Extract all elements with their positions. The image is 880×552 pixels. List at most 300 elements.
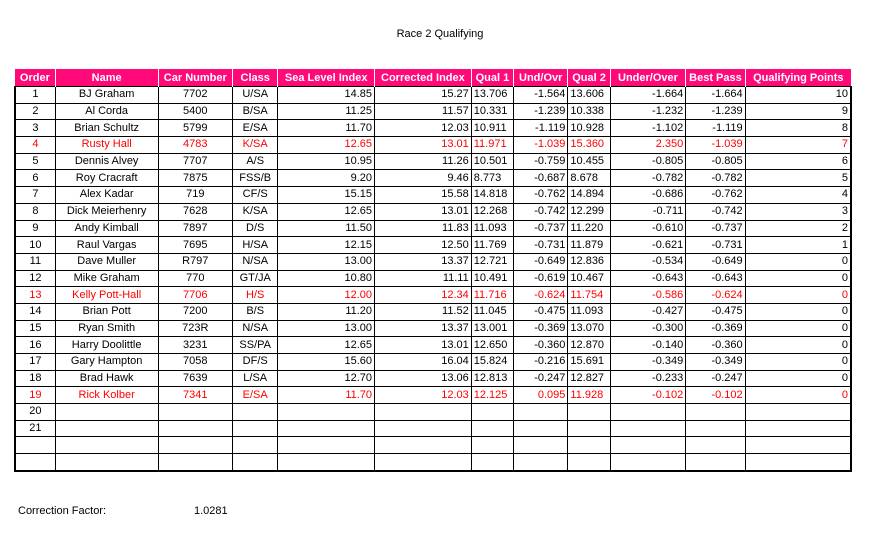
cell-car-number: 7341	[158, 387, 233, 404]
cell-name: Mike Graham	[55, 270, 158, 287]
cell-qual-1: 14.818	[471, 187, 513, 204]
cell-name: Harry Doolittle	[55, 337, 158, 354]
cell-under-over: -0.686	[610, 187, 686, 204]
cell-class: K/SA	[233, 203, 278, 220]
cell-under-over: -0.586	[610, 287, 686, 304]
cell-class: A/S	[233, 153, 278, 170]
cell-corrected-index: 13.01	[375, 203, 472, 220]
cell-class: SS/PA	[233, 337, 278, 354]
cell-name: Alex Kadar	[55, 187, 158, 204]
cell-name: BJ Graham	[55, 87, 158, 104]
cell-under-over	[610, 404, 686, 421]
cell-name: Rusty Hall	[55, 137, 158, 154]
cell-corrected-index: 13.37	[375, 320, 472, 337]
table-row	[15, 454, 851, 471]
table-row	[15, 270, 851, 287]
cell-under-over: -0.782	[610, 170, 686, 187]
cell-corrected-index: 11.11	[375, 270, 472, 287]
cell-order: 16	[15, 337, 55, 354]
cell-und-ovr	[514, 404, 568, 421]
cell-qualifying-points: 0	[745, 354, 851, 371]
table-row	[15, 370, 851, 387]
table-row	[15, 120, 851, 137]
cell-und-ovr: -1.119	[514, 120, 568, 137]
cell-qual-2: 15.360	[568, 137, 610, 154]
cell-qual-1: 13.001	[471, 320, 513, 337]
cell-best-pass: -0.624	[686, 287, 745, 304]
cell-best-pass: -0.360	[686, 337, 745, 354]
header-sea-level-index: Sea Level Index	[278, 69, 375, 87]
cell-qual-2: 12.870	[568, 337, 610, 354]
cell-qual-2: 10.455	[568, 153, 610, 170]
table-row	[15, 320, 851, 337]
table-row	[15, 103, 851, 120]
cell-class	[233, 404, 278, 421]
cell-car-number: 7702	[158, 87, 233, 104]
table-row	[15, 404, 851, 421]
cell-under-over: -0.300	[610, 320, 686, 337]
cell-order: 8	[15, 203, 55, 220]
cell-qualifying-points: 0	[745, 370, 851, 387]
cell-best-pass: -0.349	[686, 354, 745, 371]
cell-sea-level-index	[278, 437, 375, 454]
cell-qualifying-points: 9	[745, 103, 851, 120]
cell-order: 6	[15, 170, 55, 187]
cell-under-over: -0.711	[610, 203, 686, 220]
cell-class: U/SA	[233, 87, 278, 104]
cell-class: E/SA	[233, 120, 278, 137]
cell-order	[15, 454, 55, 471]
cell-corrected-index: 11.83	[375, 220, 472, 237]
header-class: Class	[233, 69, 278, 87]
cell-corrected-index	[375, 454, 472, 471]
cell-qual-1	[471, 420, 513, 437]
cell-car-number: 723R	[158, 320, 233, 337]
cell-qual-2: 11.928	[568, 387, 610, 404]
cell-under-over	[610, 437, 686, 454]
cell-name: Al Corda	[55, 103, 158, 120]
cell-qualifying-points: 0	[745, 387, 851, 404]
cell-qual-1: 12.125	[471, 387, 513, 404]
cell-qual-2	[568, 404, 610, 421]
cell-qualifying-points	[745, 404, 851, 421]
cell-und-ovr: -0.649	[514, 253, 568, 270]
cell-qual-2	[568, 454, 610, 471]
cell-qualifying-points: 10	[745, 87, 851, 104]
cell-car-number: 4783	[158, 137, 233, 154]
cell-best-pass: -0.643	[686, 270, 745, 287]
cell-qual-2	[568, 437, 610, 454]
cell-und-ovr: -0.687	[514, 170, 568, 187]
cell-qualifying-points: 6	[745, 153, 851, 170]
cell-und-ovr	[514, 420, 568, 437]
cell-class: GT/JA	[233, 270, 278, 287]
cell-qual-2: 13.070	[568, 320, 610, 337]
cell-order: 4	[15, 137, 55, 154]
cell-qual-2: 12.299	[568, 203, 610, 220]
header-car-number: Car Number	[158, 69, 233, 87]
cell-best-pass: -0.731	[686, 237, 745, 254]
table-body	[15, 87, 851, 471]
cell-class: N/SA	[233, 320, 278, 337]
cell-qual-2: 11.879	[568, 237, 610, 254]
cell-order: 1	[15, 87, 55, 104]
cell-und-ovr: -0.216	[514, 354, 568, 371]
cell-order: 14	[15, 303, 55, 320]
cell-corrected-index: 11.52	[375, 303, 472, 320]
cell-best-pass	[686, 437, 745, 454]
cell-car-number: R797	[158, 253, 233, 270]
cell-car-number	[158, 454, 233, 471]
cell-sea-level-index: 13.00	[278, 320, 375, 337]
cell-best-pass: -1.039	[686, 137, 745, 154]
table-row	[15, 287, 851, 304]
table-row	[15, 437, 851, 454]
cell-qual-1: 10.501	[471, 153, 513, 170]
cell-order: 21	[15, 420, 55, 437]
cell-car-number: 7058	[158, 354, 233, 371]
table-row	[15, 387, 851, 404]
cell-qualifying-points: 3	[745, 203, 851, 220]
cell-qualifying-points: 5	[745, 170, 851, 187]
cell-under-over	[610, 454, 686, 471]
cell-qual-1	[471, 437, 513, 454]
cell-corrected-index: 13.37	[375, 253, 472, 270]
cell-under-over: -0.102	[610, 387, 686, 404]
cell-qual-2: 10.928	[568, 120, 610, 137]
cell-under-over: -0.805	[610, 153, 686, 170]
table-row	[15, 203, 851, 220]
cell-und-ovr	[514, 454, 568, 471]
header-row	[15, 69, 851, 87]
cell-order: 20	[15, 404, 55, 421]
cell-und-ovr: -1.239	[514, 103, 568, 120]
cell-corrected-index: 11.57	[375, 103, 472, 120]
cell-car-number: 7628	[158, 203, 233, 220]
cell-order: 10	[15, 237, 55, 254]
cell-best-pass: -1.239	[686, 103, 745, 120]
header-under-over: Under/Over	[610, 69, 686, 87]
cell-class: L/SA	[233, 370, 278, 387]
cell-order: 13	[15, 287, 55, 304]
cell-car-number: 7706	[158, 287, 233, 304]
cell-order: 11	[15, 253, 55, 270]
cell-under-over: 2.350	[610, 137, 686, 154]
cell-class: B/S	[233, 303, 278, 320]
cell-under-over: -0.643	[610, 270, 686, 287]
qualifying-table	[14, 69, 852, 472]
cell-corrected-index: 9.46	[375, 170, 472, 187]
cell-order: 15	[15, 320, 55, 337]
cell-corrected-index: 12.34	[375, 287, 472, 304]
cell-corrected-index	[375, 437, 472, 454]
correction-factor-label: Correction Factor:	[18, 505, 107, 517]
cell-under-over: -0.140	[610, 337, 686, 354]
table-row	[15, 420, 851, 437]
cell-name: Kelly Pott-Hall	[55, 287, 158, 304]
cell-sea-level-index: 10.80	[278, 270, 375, 287]
cell-und-ovr: -0.731	[514, 237, 568, 254]
table-row	[15, 253, 851, 270]
cell-corrected-index	[375, 420, 472, 437]
cell-sea-level-index: 11.70	[278, 120, 375, 137]
cell-qual-2	[568, 420, 610, 437]
cell-und-ovr: 0.095	[514, 387, 568, 404]
cell-car-number	[158, 404, 233, 421]
cell-und-ovr: -0.742	[514, 203, 568, 220]
cell-corrected-index: 13.01	[375, 137, 472, 154]
cell-order: 9	[15, 220, 55, 237]
cell-class: N/SA	[233, 253, 278, 270]
cell-corrected-index: 13.01	[375, 337, 472, 354]
cell-sea-level-index: 12.00	[278, 287, 375, 304]
cell-class: D/S	[233, 220, 278, 237]
cell-qualifying-points: 0	[745, 287, 851, 304]
table-row	[15, 354, 851, 371]
cell-corrected-index: 15.58	[375, 187, 472, 204]
table-row	[15, 187, 851, 204]
cell-qual-1: 13.706	[471, 87, 513, 104]
cell-car-number: 7707	[158, 153, 233, 170]
cell-name: Gary Hampton	[55, 354, 158, 371]
cell-qual-2: 10.338	[568, 103, 610, 120]
header-name: Name	[55, 69, 158, 87]
cell-sea-level-index	[278, 404, 375, 421]
cell-best-pass	[686, 420, 745, 437]
cell-name: Rick Kolber	[55, 387, 158, 404]
header-und-ovr: Und/Ovr	[514, 69, 568, 87]
cell-corrected-index: 13.06	[375, 370, 472, 387]
cell-class	[233, 437, 278, 454]
cell-under-over: -1.664	[610, 87, 686, 104]
cell-qualifying-points: 4	[745, 187, 851, 204]
cell-sea-level-index: 9.20	[278, 170, 375, 187]
cell-under-over: -1.102	[610, 120, 686, 137]
cell-best-pass: -0.805	[686, 153, 745, 170]
cell-class: FSS/B	[233, 170, 278, 187]
correction-factor-value: 1.0281	[194, 505, 228, 517]
cell-class: K/SA	[233, 137, 278, 154]
cell-und-ovr: -0.737	[514, 220, 568, 237]
page-title: Race 2 Qualifying	[396, 28, 484, 40]
cell-under-over: -0.610	[610, 220, 686, 237]
cell-qual-2: 11.220	[568, 220, 610, 237]
cell-name: Roy Cracraft	[55, 170, 158, 187]
table-row	[15, 220, 851, 237]
cell-car-number: 7639	[158, 370, 233, 387]
cell-class	[233, 454, 278, 471]
cell-qualifying-points: 0	[745, 270, 851, 287]
cell-best-pass: -0.742	[686, 203, 745, 220]
table-row	[15, 153, 851, 170]
cell-qual-2: 10.467	[568, 270, 610, 287]
cell-under-over: -0.233	[610, 370, 686, 387]
cell-sea-level-index: 15.15	[278, 187, 375, 204]
cell-under-over: -0.621	[610, 237, 686, 254]
cell-order: 7	[15, 187, 55, 204]
cell-name	[55, 404, 158, 421]
cell-qualifying-points	[745, 420, 851, 437]
cell-under-over: -0.534	[610, 253, 686, 270]
cell-qual-1: 11.769	[471, 237, 513, 254]
cell-car-number: 3231	[158, 337, 233, 354]
cell-car-number	[158, 437, 233, 454]
cell-qual-1: 12.813	[471, 370, 513, 387]
cell-name	[55, 420, 158, 437]
cell-qualifying-points: 1	[745, 237, 851, 254]
cell-class: H/S	[233, 287, 278, 304]
cell-order: 19	[15, 387, 55, 404]
table-row	[15, 303, 851, 320]
cell-class: CF/S	[233, 187, 278, 204]
table-row	[15, 87, 851, 104]
cell-best-pass: -0.782	[686, 170, 745, 187]
cell-name	[55, 454, 158, 471]
cell-qual-1: 10.331	[471, 103, 513, 120]
cell-und-ovr: -0.369	[514, 320, 568, 337]
cell-order	[15, 437, 55, 454]
header-corrected-index: Corrected Index	[375, 69, 472, 87]
cell-qualifying-points: 8	[745, 120, 851, 137]
cell-und-ovr: -0.624	[514, 287, 568, 304]
cell-car-number: 5400	[158, 103, 233, 120]
cell-car-number	[158, 420, 233, 437]
cell-car-number: 719	[158, 187, 233, 204]
cell-qual-2: 12.827	[568, 370, 610, 387]
cell-qual-2: 11.093	[568, 303, 610, 320]
cell-class: DF/S	[233, 354, 278, 371]
cell-name: Raul Vargas	[55, 237, 158, 254]
cell-class	[233, 420, 278, 437]
cell-qual-1: 15.824	[471, 354, 513, 371]
cell-order: 3	[15, 120, 55, 137]
cell-qual-2: 13.606	[568, 87, 610, 104]
cell-sea-level-index: 11.70	[278, 387, 375, 404]
cell-sea-level-index: 12.65	[278, 337, 375, 354]
cell-corrected-index: 12.03	[375, 120, 472, 137]
cell-name: Dennis Alvey	[55, 153, 158, 170]
header-best-pass: Best Pass	[686, 69, 745, 87]
cell-sea-level-index: 12.65	[278, 203, 375, 220]
cell-qual-1: 8.773	[471, 170, 513, 187]
cell-sea-level-index	[278, 420, 375, 437]
cell-qual-2: 8.678	[568, 170, 610, 187]
cell-name: Brian Schultz	[55, 120, 158, 137]
cell-name: Brian Pott	[55, 303, 158, 320]
cell-best-pass	[686, 404, 745, 421]
cell-name: Brad Hawk	[55, 370, 158, 387]
cell-qual-1: 11.045	[471, 303, 513, 320]
header-order: Order	[15, 69, 55, 87]
cell-car-number: 7875	[158, 170, 233, 187]
cell-class: E/SA	[233, 387, 278, 404]
cell-name: Andy Kimball	[55, 220, 158, 237]
cell-sea-level-index: 15.60	[278, 354, 375, 371]
cell-und-ovr: -0.619	[514, 270, 568, 287]
cell-best-pass: -0.102	[686, 387, 745, 404]
cell-best-pass: -0.475	[686, 303, 745, 320]
cell-qual-1: 11.971	[471, 137, 513, 154]
cell-car-number: 770	[158, 270, 233, 287]
cell-corrected-index: 12.50	[375, 237, 472, 254]
cell-order: 5	[15, 153, 55, 170]
cell-car-number: 7200	[158, 303, 233, 320]
cell-car-number: 7897	[158, 220, 233, 237]
cell-qual-1: 12.721	[471, 253, 513, 270]
cell-qual-2: 14.894	[568, 187, 610, 204]
cell-car-number: 5799	[158, 120, 233, 137]
cell-qualifying-points	[745, 437, 851, 454]
cell-qual-1: 12.650	[471, 337, 513, 354]
cell-qual-2: 15.691	[568, 354, 610, 371]
cell-corrected-index: 11.26	[375, 153, 472, 170]
cell-corrected-index	[375, 404, 472, 421]
cell-qual-1: 12.268	[471, 203, 513, 220]
cell-qualifying-points: 0	[745, 337, 851, 354]
cell-qual-1: 10.491	[471, 270, 513, 287]
table-row	[15, 137, 851, 154]
cell-qualifying-points: 0	[745, 253, 851, 270]
cell-name	[55, 437, 158, 454]
cell-best-pass: -1.119	[686, 120, 745, 137]
cell-class: H/SA	[233, 237, 278, 254]
cell-und-ovr: -0.762	[514, 187, 568, 204]
cell-best-pass: -0.762	[686, 187, 745, 204]
cell-car-number: 7695	[158, 237, 233, 254]
cell-qual-1	[471, 454, 513, 471]
cell-under-over	[610, 420, 686, 437]
cell-under-over: -0.427	[610, 303, 686, 320]
cell-sea-level-index: 11.25	[278, 103, 375, 120]
cell-name: Dick Meierhenry	[55, 203, 158, 220]
cell-best-pass: -0.369	[686, 320, 745, 337]
cell-und-ovr: -0.360	[514, 337, 568, 354]
cell-corrected-index: 15.27	[375, 87, 472, 104]
cell-sea-level-index	[278, 454, 375, 471]
cell-order: 12	[15, 270, 55, 287]
cell-und-ovr: -1.564	[514, 87, 568, 104]
cell-under-over: -1.232	[610, 103, 686, 120]
cell-qualifying-points: 2	[745, 220, 851, 237]
cell-qual-2: 11.754	[568, 287, 610, 304]
cell-sea-level-index: 12.65	[278, 137, 375, 154]
cell-qual-2: 12.836	[568, 253, 610, 270]
table-row	[15, 337, 851, 354]
cell-sea-level-index: 12.70	[278, 370, 375, 387]
header-qual-1: Qual 1	[471, 69, 513, 87]
header-qual-2: Qual 2	[568, 69, 610, 87]
cell-order: 2	[15, 103, 55, 120]
cell-best-pass	[686, 454, 745, 471]
cell-best-pass: -0.737	[686, 220, 745, 237]
cell-order: 18	[15, 370, 55, 387]
cell-sea-level-index: 12.15	[278, 237, 375, 254]
cell-qualifying-points: 7	[745, 137, 851, 154]
cell-qual-1: 11.716	[471, 287, 513, 304]
cell-order: 17	[15, 354, 55, 371]
cell-sea-level-index: 13.00	[278, 253, 375, 270]
cell-und-ovr: -0.475	[514, 303, 568, 320]
cell-class: B/SA	[233, 103, 278, 120]
cell-under-over: -0.349	[610, 354, 686, 371]
cell-und-ovr: -0.247	[514, 370, 568, 387]
cell-qual-1: 11.093	[471, 220, 513, 237]
cell-name: Dave Muller	[55, 253, 158, 270]
cell-sea-level-index: 10.95	[278, 153, 375, 170]
cell-qualifying-points	[745, 454, 851, 471]
cell-name: Ryan Smith	[55, 320, 158, 337]
cell-corrected-index: 12.03	[375, 387, 472, 404]
